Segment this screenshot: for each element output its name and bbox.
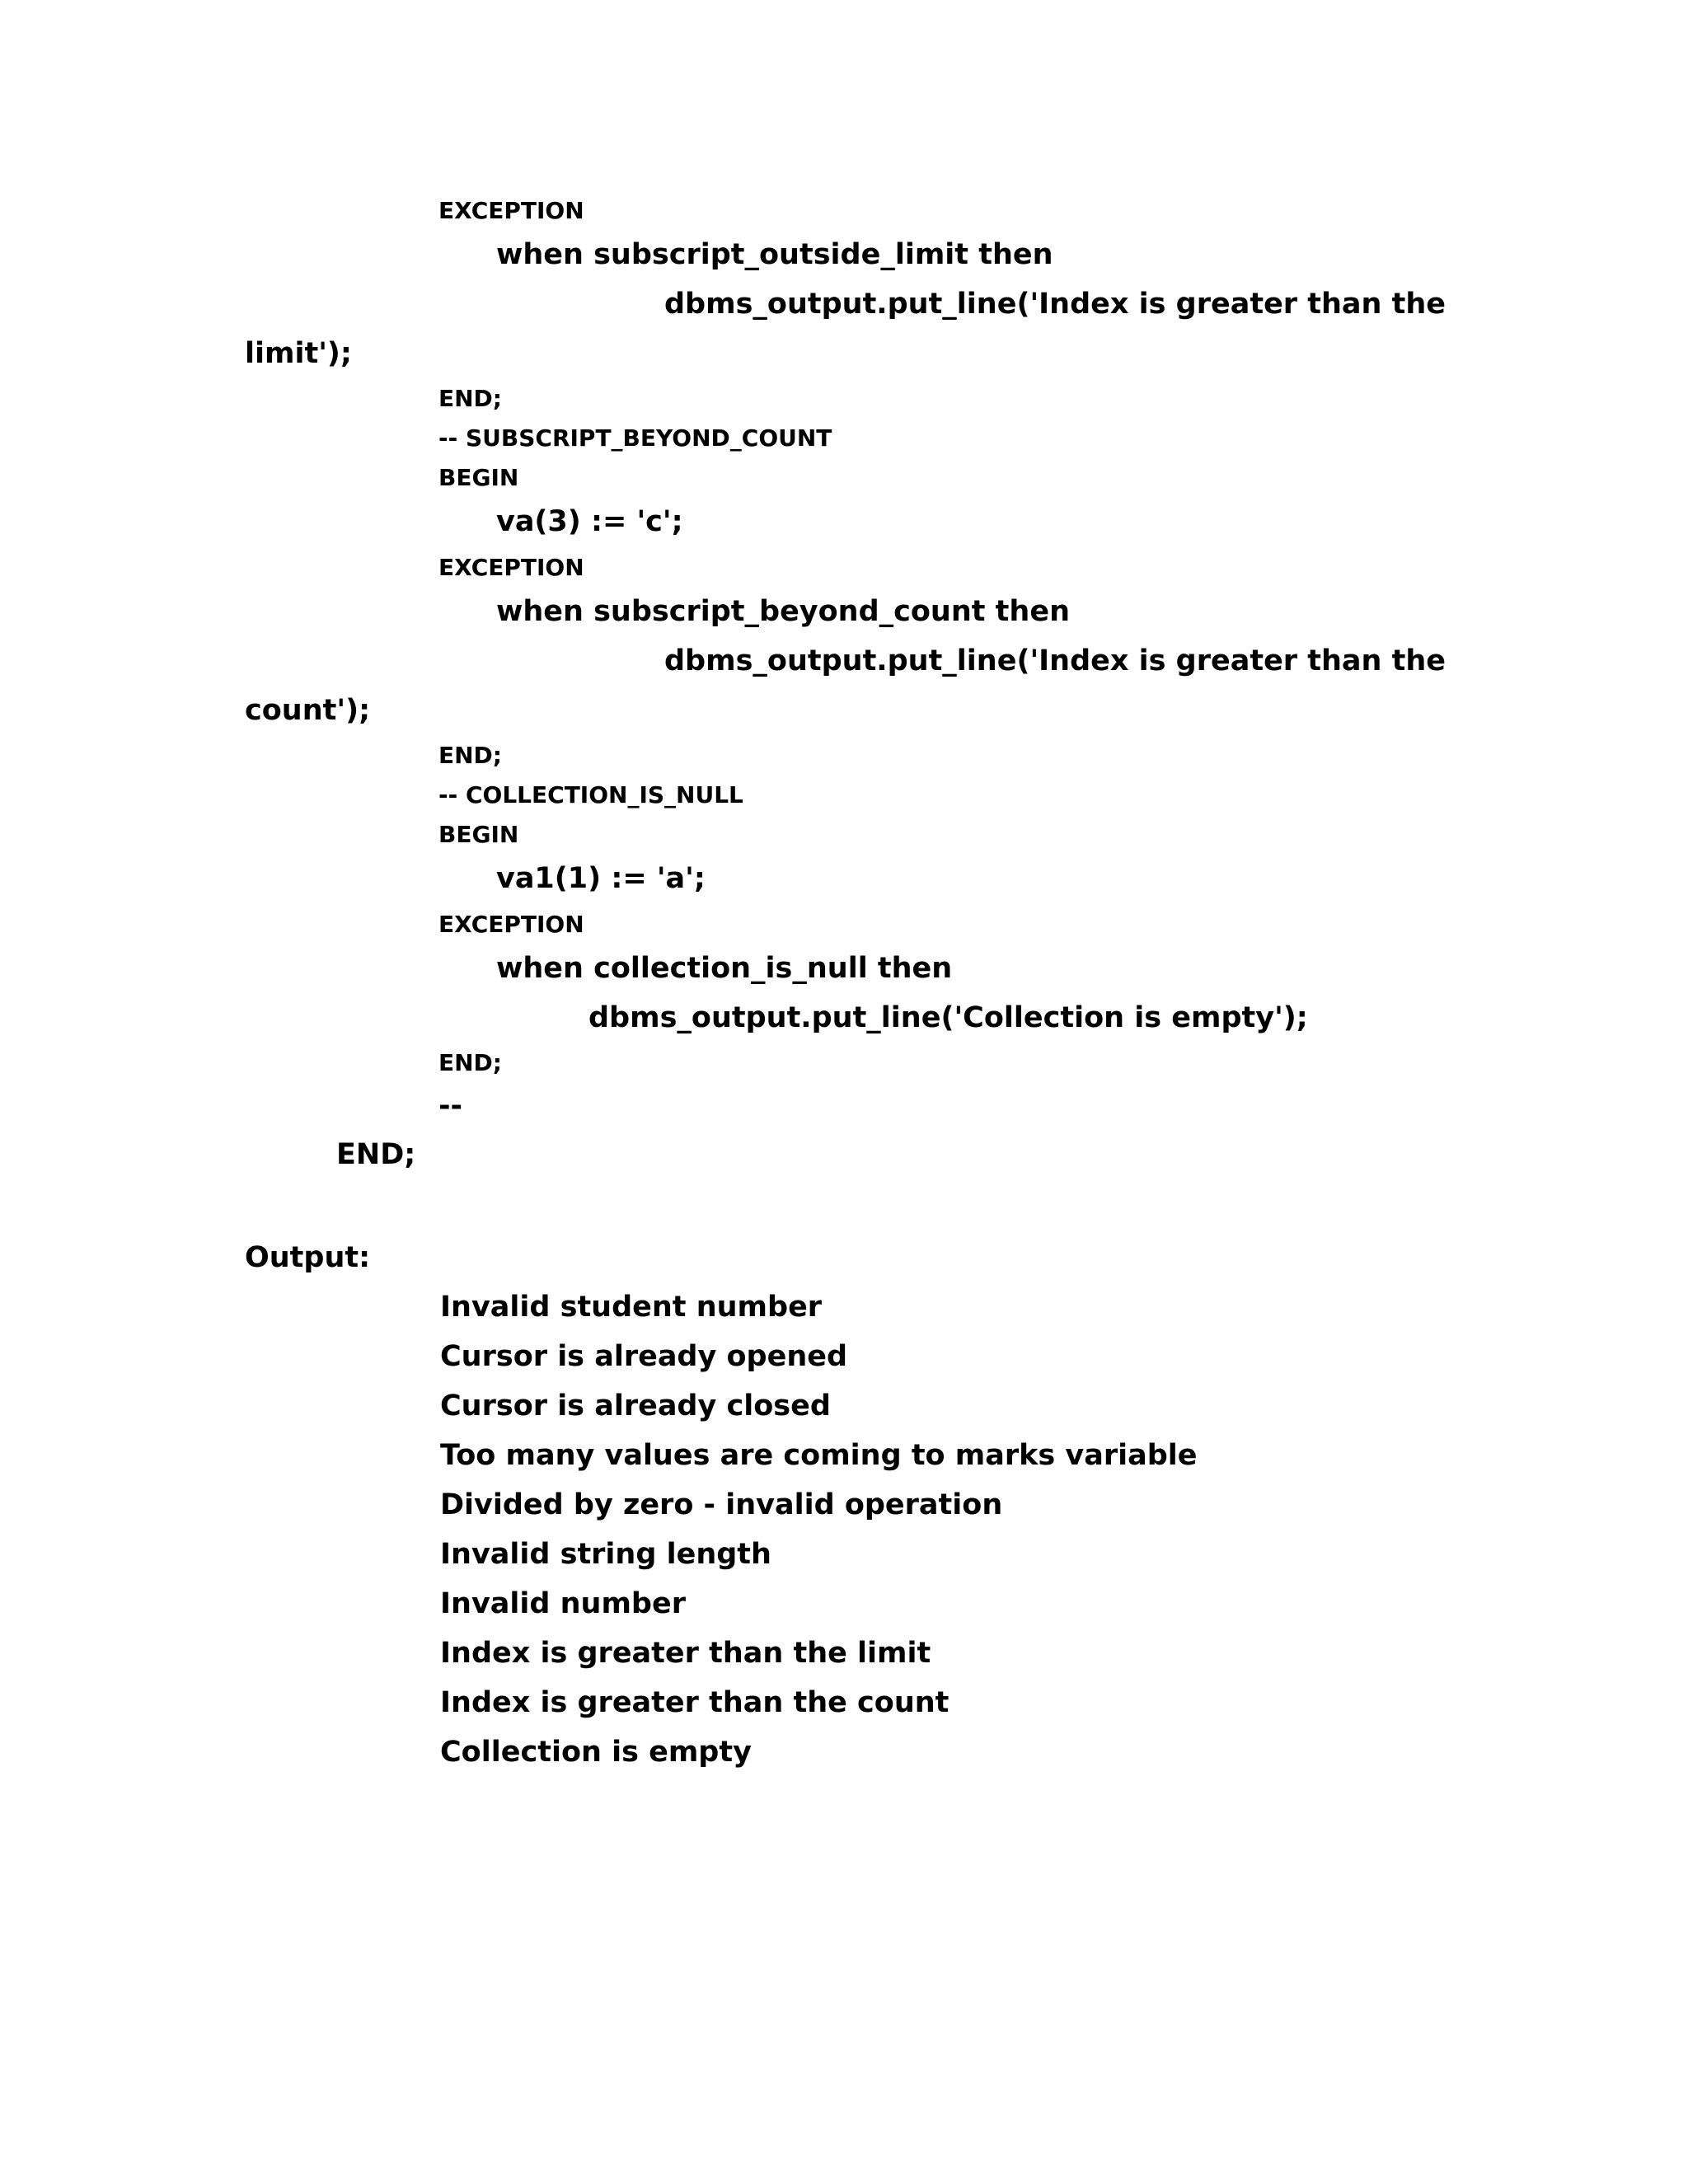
output-line: Invalid number xyxy=(440,1587,686,1620)
code-comment: -- COLLECTION_IS_NULL xyxy=(438,781,743,808)
code-line: dbms_output.put_line('Collection is empty'); xyxy=(588,1001,1308,1034)
output-line: Index is greater than the limit xyxy=(440,1637,931,1670)
code-comment: -- SUBSCRIPT_BEYOND_COUNT xyxy=(438,424,832,452)
output-line: Invalid student number xyxy=(440,1291,823,1324)
code-line: EXCEPTION xyxy=(438,554,584,581)
output-line: Divided by zero - invalid operation xyxy=(440,1488,1003,1521)
code-line: when collection_is_null then xyxy=(496,952,953,985)
code-line: END; xyxy=(438,742,502,769)
code-line: EXCEPTION xyxy=(438,197,584,224)
code-line: END; xyxy=(438,1049,502,1076)
code-comment: -- xyxy=(438,1090,463,1122)
output-line: Invalid string length xyxy=(440,1538,771,1571)
code-line: BEGIN xyxy=(438,464,519,491)
code-line: BEGIN xyxy=(438,821,519,848)
code-line: when subscript_outside_limit then xyxy=(496,238,1053,271)
code-line: va(3) := 'c'; xyxy=(496,505,683,538)
output-line: Too many values are coming to marks variable xyxy=(440,1439,1198,1472)
code-line: END; xyxy=(336,1138,416,1171)
code-line: va1(1) := 'a'; xyxy=(496,862,706,895)
output-heading: Output: xyxy=(245,1241,371,1274)
code-line: limit'); xyxy=(245,337,352,370)
output-line: Cursor is already opened xyxy=(440,1340,848,1373)
code-line: EXCEPTION xyxy=(438,911,584,938)
output-line: Collection is empty xyxy=(440,1736,752,1769)
code-line: END; xyxy=(438,385,502,412)
code-line: when subscript_beyond_count then xyxy=(496,595,1070,628)
output-line: Cursor is already closed xyxy=(440,1390,831,1422)
code-line: dbms_output.put_line('Index is greater than the xyxy=(664,288,1447,321)
code-line: dbms_output.put_line('Index is greater than the xyxy=(664,644,1447,677)
code-line: count'); xyxy=(245,694,371,727)
output-line: Index is greater than the count xyxy=(440,1686,950,1719)
